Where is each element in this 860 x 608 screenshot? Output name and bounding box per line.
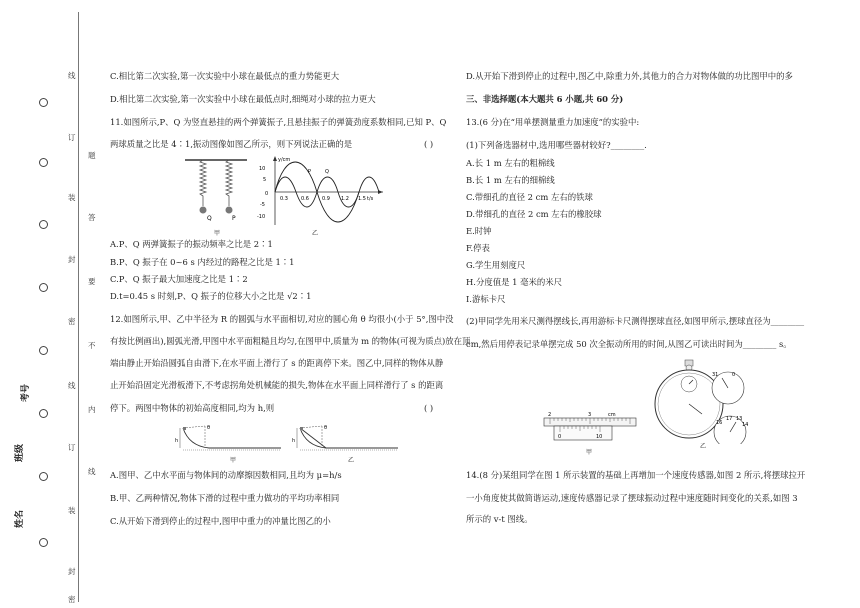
- stopwatch-label: 0: [732, 372, 736, 378]
- arc-slope-figure-jia: [175, 420, 285, 454]
- vibration-graph: [255, 153, 385, 227]
- caliper-label: cm: [608, 412, 616, 418]
- q13-option: B.长 1 m 左右的细棉线: [466, 175, 555, 185]
- binding-hole: [39, 158, 48, 167]
- caliper-label: 2: [548, 412, 552, 418]
- answer-paren: ( ): [424, 139, 434, 149]
- section-heading: 三、非选择题(本大题共 6 小题,共 60 分): [466, 94, 624, 104]
- stopwatch-figure: [650, 352, 750, 444]
- graph-p-label: P: [308, 169, 312, 175]
- graph-ytick: 10: [259, 166, 266, 172]
- q12-stem: 端由静止开始沿圆弧自由滑下,在水平面上滑行了 s 的距离停下来。图乙中,同样的物体从静: [110, 358, 444, 368]
- seal-char: 线: [68, 71, 76, 80]
- q14-stem: 14.(8 分)某组同学在图 1 所示装置的基础上再增加一个速度传感器,如图 2 所示,将摆球拉开: [466, 470, 806, 480]
- svg-text:P: P: [232, 215, 236, 222]
- figure-label-yi: 乙: [700, 443, 707, 450]
- seal-char: 装: [68, 506, 76, 515]
- svg-text:Q: Q: [207, 215, 212, 222]
- figure-label-jia: 甲: [230, 457, 237, 464]
- svg-text:θ: θ: [207, 425, 211, 431]
- stopwatch-label: 17: [726, 416, 733, 422]
- q12-stem: 12.如图所示,甲、乙中半径为 R 的圆弧与水平面相切,对应的圆心角 θ 均很小(小于 5°,图中没: [110, 314, 454, 324]
- binding-hole: [39, 283, 48, 292]
- svg-text:h: h: [175, 438, 179, 444]
- graph-ytick: -5: [260, 202, 265, 208]
- graph-y-label: y/cm: [278, 157, 291, 163]
- q13-option: C.带细孔的直径 2 cm 左右的铁球: [466, 192, 593, 202]
- binding-hole: [39, 220, 48, 229]
- q12-option-a: A.图甲、乙中水平面与物体间的动摩擦因数相同,且均为 μ=h/s: [110, 470, 342, 480]
- stopwatch-label: 14: [742, 422, 749, 428]
- caliper-label: 0: [558, 434, 562, 440]
- seal-char: 订: [68, 133, 76, 142]
- graph-x-label: t/s: [367, 196, 374, 202]
- q12-stem: 止开始沿固定光滑板滑下,不考虑拐角处机械能的损失,物体在水平面上同样滑行了 s 的距离: [110, 380, 444, 390]
- vernier-caliper-figure: [540, 408, 640, 446]
- figure-label-jia: 甲: [214, 230, 221, 237]
- seal-char-inner: 不: [88, 341, 96, 350]
- q13-option: A.长 1 m 左右的粗棉线: [466, 158, 555, 168]
- q10-option-d: D.相比第二次实验,第一次实验中小球在最低点时,细绳对小球的拉力更大: [110, 94, 376, 104]
- stopwatch-label: 13: [736, 416, 743, 422]
- binding-line: [78, 12, 79, 602]
- seal-char-inner: 答: [88, 213, 96, 222]
- q13-stem: 13.(6 分)在“用单摆测量重力加速度”的实验中:: [466, 117, 640, 127]
- seal-char-inner: 题: [88, 151, 96, 160]
- q11-stem: 两球质量之比是 4∶1,振动图像如图乙所示，则下列说法正确的是: [110, 139, 353, 149]
- q10-option-c: C.相比第二次实验,第一次实验中小球在最低点的重力势能更大: [110, 71, 340, 81]
- seal-char: 订: [68, 443, 76, 452]
- binding-hole: [39, 472, 48, 481]
- figure-label-jia: 甲: [586, 449, 593, 456]
- q13-option: G.学生用刻度尺: [466, 260, 526, 270]
- spring-oscillators-figure: [185, 158, 247, 230]
- q11-option-c: C.P、Q 振子最大加速度之比是 1∶2: [110, 274, 248, 284]
- q13-option: I.游标卡尺: [466, 294, 506, 304]
- q12-stem: 停下。两图中物体的初始高度相同,均为 h,则: [110, 403, 275, 413]
- q13-option: E.时钟: [466, 226, 492, 236]
- figure-label-yi: 乙: [348, 457, 355, 464]
- q11-stem: 11.如图所示,P、Q 为竖直悬挂的两个弹簧振子,且悬挂振子的弹簧劲度系数相同,已知 P、Q: [110, 117, 447, 127]
- q13-option: F.停表: [466, 243, 490, 253]
- answer-paren: ( ): [424, 403, 434, 413]
- class-field-label: 班级: [15, 443, 25, 462]
- graph-ytick: 0: [265, 191, 269, 197]
- seal-char-inner: 要: [88, 277, 96, 286]
- seal-char: 线: [68, 381, 76, 390]
- seal-char-inner: 内: [88, 405, 96, 414]
- q11-option-d: D.t=0.45 s 时刻,P、Q 振子的位移大小之比是 √2∶1: [110, 291, 312, 301]
- graph-xtick: 0.6: [301, 196, 309, 202]
- q11-option-a: A.P、Q 两弹簧振子的振动频率之比是 2∶1: [110, 239, 273, 249]
- binding-hole: [39, 409, 48, 418]
- figure-label-yi: 乙: [312, 230, 319, 237]
- svg-text:h: h: [292, 438, 296, 444]
- q12-stem: 有按比例画出),圆弧光滑,甲图中水平面粗糙且均匀,在图甲中,质量为 m 的物体(可视为质点)放在顶: [110, 336, 471, 346]
- graph-xtick: 1.5: [358, 196, 366, 202]
- binding-hole: [39, 98, 48, 107]
- graph-ytick: -10: [257, 214, 266, 220]
- seal-char: 封: [68, 255, 76, 264]
- seal-char: 密: [68, 317, 76, 326]
- q11-option-b: B.P、Q 振子在 0~6 s 内经过的路程之比是 1∶1: [110, 257, 295, 267]
- binding-margin: [0, 0, 95, 608]
- q13-option: H.分度值是 1 毫米的米尺: [466, 277, 562, 287]
- binding-hole: [39, 346, 48, 355]
- q13-part2: cm,然后用停表记录单摆完成 50 次全振动所用的时间,从图乙可读出时间为________ s。: [466, 339, 792, 349]
- q12-option-b: B.甲、乙两种情况,物体下滑的过程中重力做功的平均功率相同: [110, 493, 340, 503]
- q12-option-c: C.从开始下滑到停止的过程中,图甲中重力的冲量比图乙的小: [110, 516, 331, 526]
- graph-q-label: Q: [325, 169, 329, 175]
- seal-char: 封: [68, 567, 76, 576]
- q12-option-d: D.从开始下滑到停止的过程中,图乙中,除重力外,其他力的合力对物体做的功比图甲中的多: [466, 71, 793, 81]
- q13-part1: (1)下列备选器材中,选用哪些器材较好?________.: [466, 140, 647, 150]
- q13-part2: (2)甲同学先用米尺测得摆线长,再用游标卡尺测得摆球直径,如图甲所示,摆球直径为________: [466, 316, 805, 326]
- graph-xtick: 0.3: [280, 196, 288, 202]
- graph-xtick: 1.2: [341, 196, 349, 202]
- binding-hole: [39, 538, 48, 547]
- seal-char-inner: 线: [88, 467, 96, 476]
- graph-ytick: 5: [263, 177, 267, 183]
- name-field-label: 姓名: [15, 509, 25, 528]
- svg-text:θ: θ: [324, 425, 328, 431]
- caliper-label: 3: [588, 412, 592, 418]
- seal-char: 装: [68, 193, 76, 202]
- seal-char: 密: [68, 595, 76, 604]
- stopwatch-label: 31: [712, 372, 719, 378]
- q14-stem: 一小角度使其做简谐运动,速度传感器记录了摆球振动过程中速度随时间变化的关系,如图 3: [466, 493, 798, 503]
- stopwatch-label: 16: [716, 420, 723, 426]
- graph-xtick: 0.9: [322, 196, 330, 202]
- caliper-label: 10: [596, 434, 603, 440]
- q13-option: D.带细孔的直径 2 cm 左右的橡胶球: [466, 209, 602, 219]
- q14-stem: 所示的 v-t 图线。: [466, 514, 533, 524]
- id-field-label: 考号: [21, 383, 31, 402]
- arc-slope-figure-yi: [292, 420, 402, 454]
